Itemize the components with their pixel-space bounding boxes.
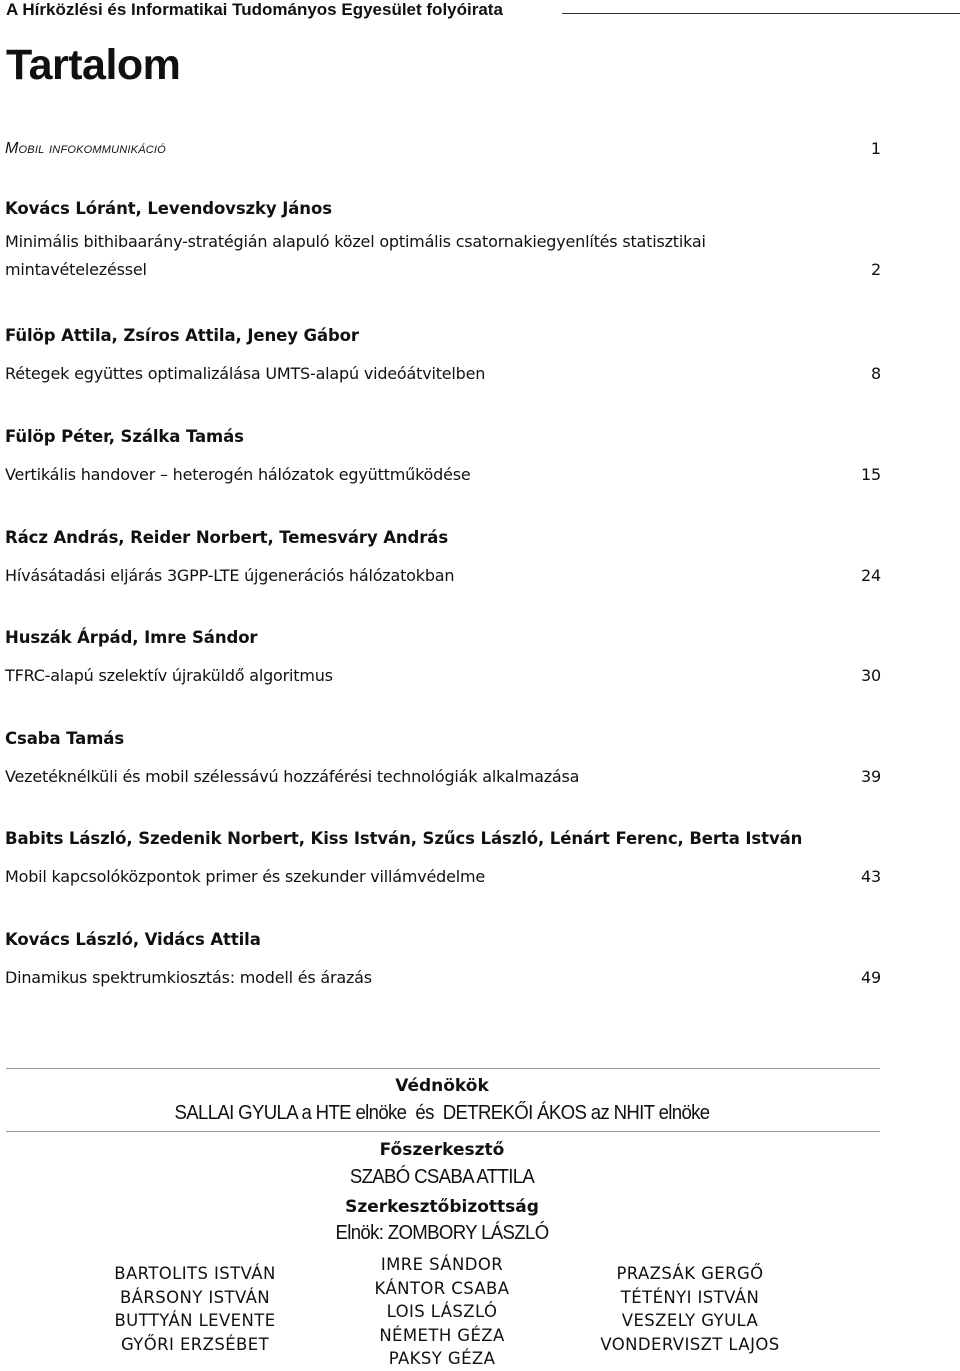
entry-page-number: 43 <box>861 867 881 886</box>
board-member: KÁNTOR CSABA <box>374 1278 510 1298</box>
entry-title: TFRC-alapú szelektív újraküldő algoritmus <box>5 666 333 685</box>
toc-entry <box>5 929 881 992</box>
board-members-column-3 <box>580 1262 800 1356</box>
masthead-rule-bottom <box>6 1131 880 1132</box>
entry-title: Vezetéknélküli és mobil szélessávú hozzáférési technológiák alkalmazása <box>5 767 580 786</box>
board-member: VONDERVISZT LAJOS <box>600 1334 780 1354</box>
entry-title: Mobil kapcsolóközpontok primer és szekunder villámvédelme <box>5 867 486 886</box>
toc-entry <box>5 627 881 690</box>
entry-authors: Csaba Tamás <box>5 729 125 748</box>
board-chair: Elnök: ZOMBORY LÁSZLÓ <box>335 1222 549 1244</box>
toc-entry <box>5 325 881 388</box>
toc-entry <box>5 728 881 791</box>
entry-title: Vertikális handover – heterogén hálózatok együttműködése <box>5 465 471 484</box>
board-member: TÉTÉNYI ISTVÁN <box>620 1287 760 1307</box>
editor-name: SZABÓ CSABA ATTILA <box>349 1166 535 1188</box>
patrons: SALLAI GYULA a HTE elnöke és DETREKŐI ÁKOS az NHIT elnöke <box>174 1102 710 1124</box>
toc-entry <box>5 527 881 590</box>
board-member: VESZELY GYULA <box>621 1311 759 1330</box>
board-members-column-1 <box>95 1262 295 1356</box>
toc-entry <box>5 426 881 489</box>
board-member: NÉMETH GÉZA <box>379 1325 505 1345</box>
entry-page-number: 2 <box>871 260 881 279</box>
masthead-rule-top <box>6 1068 880 1069</box>
entry-title-row <box>5 763 881 791</box>
entry-title-row <box>5 360 881 388</box>
entry-title-row <box>5 228 881 284</box>
entry-title: Minimális bithibaarány-stratégián alapuló közel optimális csatornakiegyenlítés statisztikai mintavételezéssel <box>5 232 706 279</box>
section-label: Mobil infokommunikáció <box>5 140 166 157</box>
entry-title-row <box>5 964 881 992</box>
section-heading <box>5 137 881 161</box>
entry-title-row <box>5 461 881 489</box>
entry-authors: Fülöp Péter, Szálka Tamás <box>5 427 244 446</box>
entry-title-row <box>5 562 881 590</box>
header-rule <box>562 13 960 14</box>
entry-title: Dinamikus spektrumkiosztás: modell és árazás <box>5 968 372 987</box>
entry-page-number: 39 <box>861 767 881 786</box>
board-member: LOIS LÁSZLÓ <box>386 1302 498 1321</box>
entry-authors: Kovács Lóránt, Levendovszky János <box>5 199 332 218</box>
toc-entry <box>5 198 881 284</box>
entry-title: Hívásátadási eljárás 3GPP-LTE újgenerációs hálózatokban <box>5 566 455 585</box>
entry-page-number: 15 <box>861 465 881 484</box>
entry-authors: Babits László, Szedenik Norbert, Kiss István, Szűcs László, Lénárt Ferenc, Berta István <box>5 829 803 848</box>
journal-header <box>6 0 960 22</box>
board-member: PRAZSÁK GERGŐ <box>616 1264 764 1283</box>
entry-page-number: 30 <box>861 666 881 685</box>
board-heading: Szerkesztőbizottság <box>345 1197 539 1217</box>
board-member: BUTTYÁN LEVENTE <box>114 1311 276 1330</box>
board-member: BÁRSONY ISTVÁN <box>119 1287 271 1307</box>
patrons-heading: Védnökök <box>395 1076 489 1096</box>
board-member: PAKSY GÉZA <box>388 1349 496 1368</box>
entry-title: Rétegek együttes optimalizálása UMTS-alapú videóátvitelben <box>5 364 486 383</box>
entry-page-number: 24 <box>861 566 881 585</box>
board-member: BARTOLITS ISTVÁN <box>114 1264 276 1283</box>
entry-authors: Rácz András, Reider Norbert, Temesváry András <box>5 528 449 547</box>
entry-authors: Fülöp Attila, Zsíros Attila, Jeney Gábor <box>5 326 359 345</box>
editor-heading: Főszerkesztő <box>379 1140 505 1160</box>
entry-page-number: 8 <box>871 364 881 383</box>
entry-title-row <box>5 662 881 690</box>
board-members-column-2 <box>342 1253 542 1371</box>
entry-authors: Kovács László, Vidács Attila <box>5 930 261 949</box>
page-title: Tartalom <box>6 41 181 89</box>
toc-entry <box>5 828 881 891</box>
entry-title-row <box>5 863 881 891</box>
journal-name: A Hírközlési és Informatikai Tudományos Egyesület folyóirata <box>6 0 503 19</box>
board-member: GYŐRI ERZSÉBET <box>120 1334 270 1354</box>
board-member: IMRE SÁNDOR <box>380 1255 504 1274</box>
section-page-number: 1 <box>870 139 881 158</box>
entry-page-number: 49 <box>861 968 881 987</box>
entry-authors: Huszák Árpád, Imre Sándor <box>5 628 258 647</box>
